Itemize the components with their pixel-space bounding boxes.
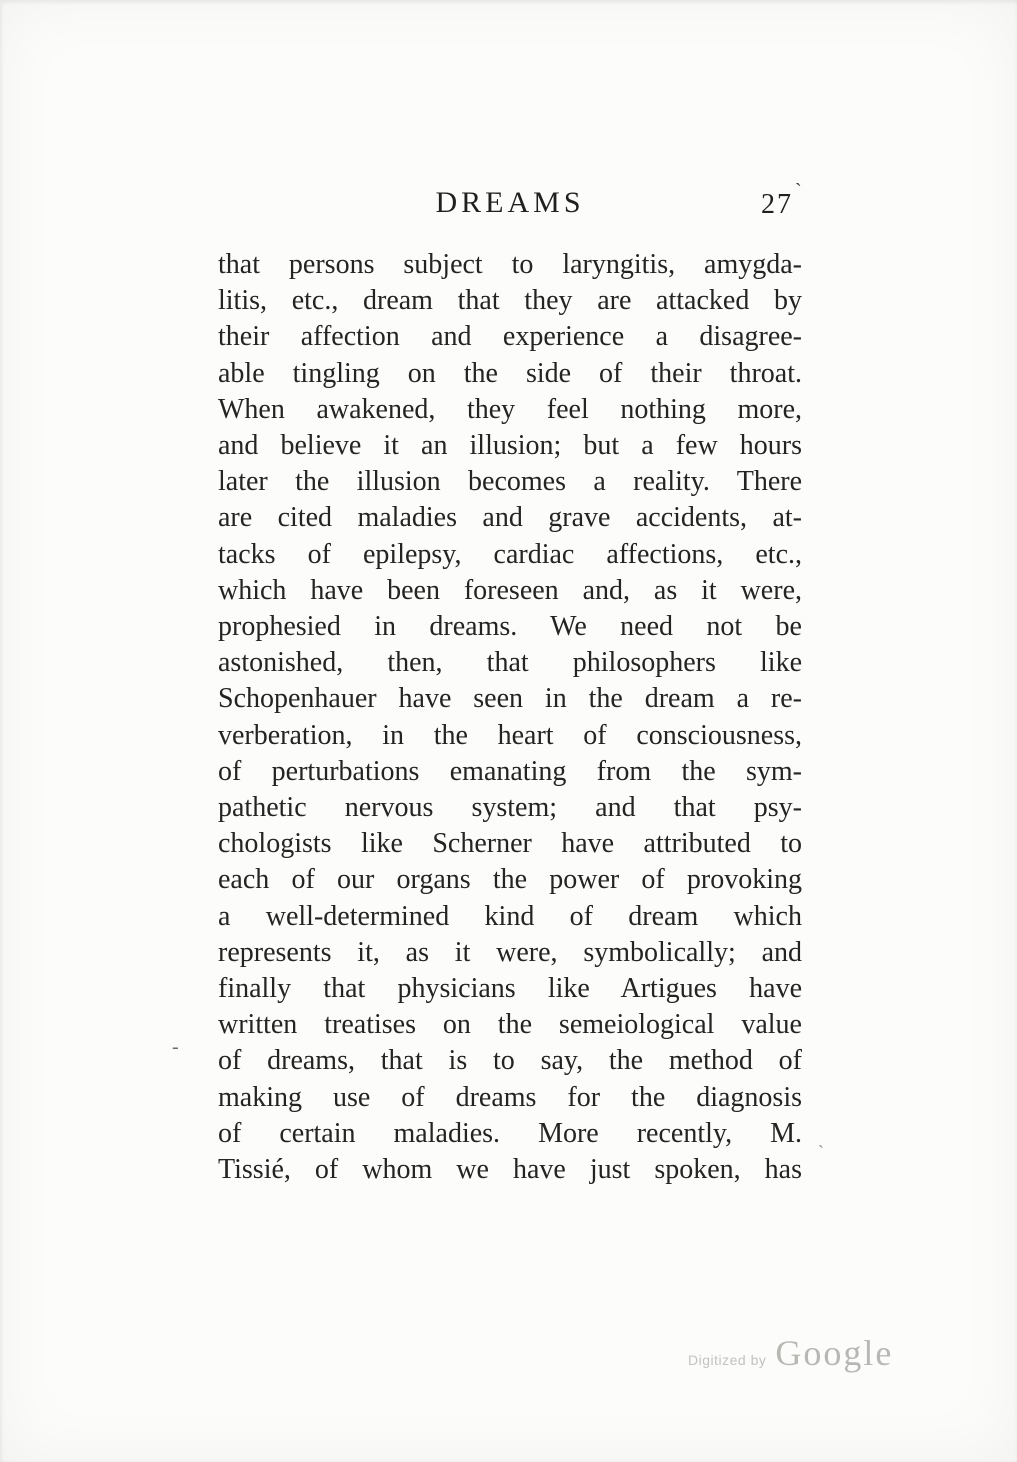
scan-artifact-left-margin: - xyxy=(172,1036,179,1058)
page-header-title: DREAMS xyxy=(435,186,585,219)
text-line: of certain maladies. More recently, M. xyxy=(218,1117,802,1149)
text-line: making use of dreams for the diagnosis xyxy=(218,1081,802,1113)
text-line: Tissié, of whom we have just spoken, has xyxy=(218,1154,802,1186)
text-line: tacks of epilepsy, cardiac affections, etc., xyxy=(218,538,802,570)
text-line: that persons subject to laryngitis, amygda- xyxy=(218,249,802,280)
text-line: of perturbations emanating from the sym- xyxy=(218,755,802,787)
digitized-by-label: Digitized by xyxy=(688,1352,767,1368)
text-line: Schopenhauer have seen in the dream a re- xyxy=(218,683,802,715)
text-line: later the illusion becomes a reality. There xyxy=(218,466,802,498)
text-line: pathetic nervous system; and that psy- xyxy=(218,792,802,824)
watermark xyxy=(688,1332,893,1374)
body-text xyxy=(218,247,802,1188)
scan-artifact-page-number-mark: ` xyxy=(795,180,802,202)
scan-artifact-right-margin: ` xyxy=(818,1142,824,1162)
text-line: represents it, as it were, symbolically; and xyxy=(218,936,802,968)
text-line: able tingling on the side of their throat. xyxy=(218,357,802,389)
text-line: finally that physicians like Artigues have xyxy=(218,973,802,1005)
text-line: which have been foreseen and, as it were, xyxy=(218,574,802,606)
google-logo: Google xyxy=(775,1333,894,1373)
text-line: and believe it an illusion; but a few hours xyxy=(218,430,802,462)
text-line: are cited maladies and grave accidents, at- xyxy=(218,502,802,534)
text-line: each of our organs the power of provoking xyxy=(218,864,802,896)
text-line: When awakened, they feel nothing more, xyxy=(218,393,802,425)
text-line: chologists like Scherner have attributed to xyxy=(218,828,802,860)
text-line: astonished, then, that philosophers like xyxy=(218,647,802,679)
page-number: 27 xyxy=(761,189,793,220)
text-line: prophesied in dreams. We need not be xyxy=(218,611,802,643)
text-line: verberation, in the heart of consciousness, xyxy=(218,719,802,751)
text-line: written treatises on the semeiological value xyxy=(218,1009,802,1041)
text-line: a well-determined kind of dream which xyxy=(218,900,802,932)
text-line: litis, etc., dream that they are attacked by xyxy=(218,285,802,317)
text-line: their affection and experience a disagree- xyxy=(218,321,802,353)
text-line: of dreams, that is to say, the method of xyxy=(218,1045,802,1077)
